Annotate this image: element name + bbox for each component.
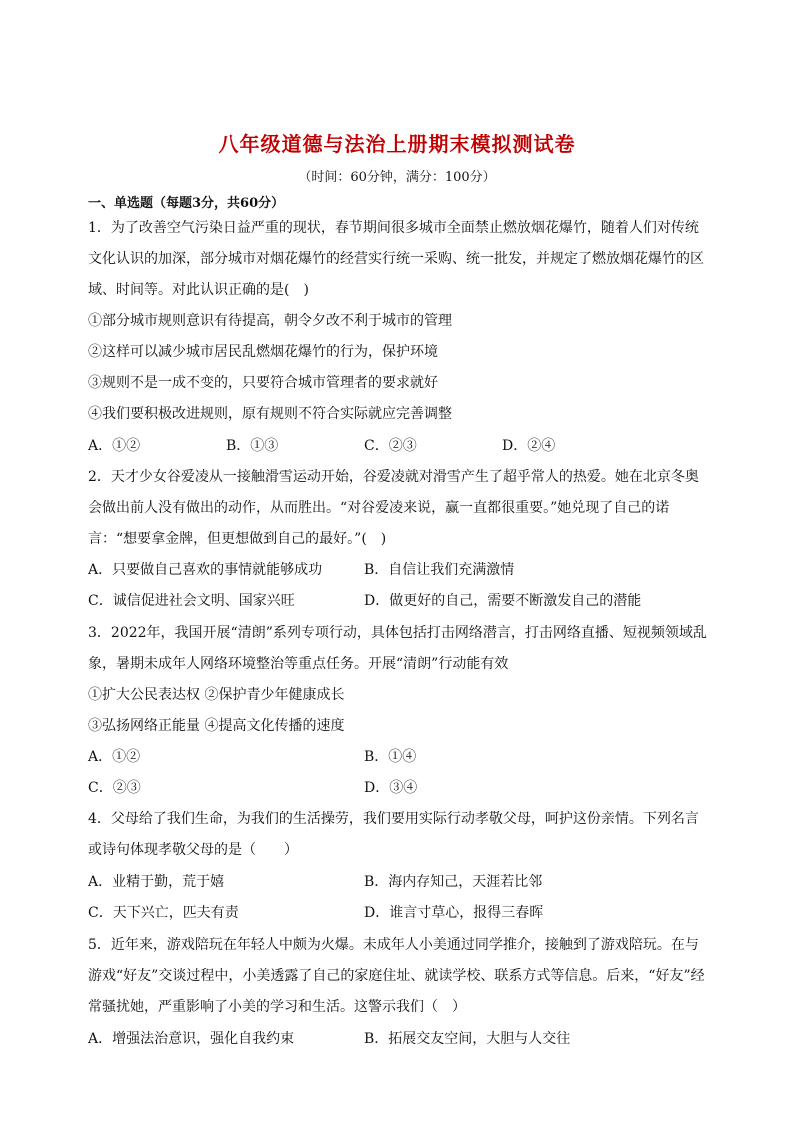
question-1-item: ②这样可以减少城市居民乱燃烟花爆竹的行为，保护环境 [88,344,438,360]
question-3-item: ③弘扬网络正能量 ④提高文化传播的速度 [88,718,345,734]
exam-time-info: （时间：60分钟，满分：100分） [298,170,496,185]
question-1-item: ④我们要积极改进规则，原有规则不符合实际就应完善调整 [88,406,452,422]
question-4-stem: 4．父母给了我们生命，为我们的生活操劳，我们要用实际行动孝敬父母，呵护这份亲情。下列名言或诗句体现孝敬父母的是（ ） [88,811,699,858]
option-b: B．自信让我们充满激情 [364,562,515,578]
option-d: D．谁言寸草心，报得三春晖 [364,905,544,921]
question-3-item: ①扩大公民表达权 ②保护青少年健康成长 [88,687,345,703]
option-b: B．拓展交友空间，大胆与人交往 [364,1031,571,1047]
question-4-options-row-1 [88,872,648,892]
option-b: B．海内存知己，天涯若比邻 [364,874,543,890]
question-2-stem: 2．天才少女谷爱凌从一接触滑雪运动开始，谷爱凌就对滑雪产生了超乎常人的热爱。她在北京冬奥会做出前人没有做出的动作，从而胜出。“对谷爱凌来说，赢一直都很重要。”她兑现了自己的诺言：“想要拿金牌，但更想做到自己的最好。”( ) [88,469,699,547]
option-a: A．业精于勤，荒于嬉 [88,874,225,890]
question-1-item: ①部分城市规则意识有待提高，朝令夕改不利于城市的管理 [88,313,452,329]
option-d: D．做更好的自己，需要不断激发自己的潜能 [364,593,642,609]
question-1-item: ③规则不是一成不变的，只要符合城市管理者的要求就好 [88,375,438,391]
option-c: C．诚信促进社会文明、国家兴旺 [88,593,295,609]
question-3-stem: 3．2022年，我国开展“清朗”系列专项行动，具体包括打击网络潜言，打击网络直播、短视频领域乱象，暑期未成年人网络环境整治等重点任务。开展“清朗”行动能有效 [88,625,707,672]
option-a: A．①② [88,749,141,765]
option-d: D．③④ [364,780,418,796]
page-title: 八年级道德与法治上册期末模拟测试卷 [218,132,576,156]
question-2-options-row-1 [88,560,648,580]
question-5-stem: 5．近年来，游戏陪玩在年轻人中颇为火爆。未成年人小美通过同学推介，接触到了游戏陪玩。在与游戏“好友”交谈过程中，小美透露了自己的家庭住址、就读学校、联系方式等信息。后来，“好友”经常骚扰她，严重影响了小美的学习和生活。这警示我们（ ） [88,937,705,1015]
option-a: A．增强法治意识，强化自我约束 [88,1031,295,1047]
option-c: C．②③ [364,438,417,454]
question-3-options-row-1 [88,747,648,767]
option-d: D．②④ [502,438,556,454]
option-a: A．只要做自己喜欢的事情就能够成功 [88,562,323,578]
question-1-stem: 1．为了改善空气污染日益严重的现状，春节期间很多城市全面禁止燃放烟花爆竹，随着人们对传统文化认识的加深，部分城市对烟花爆竹的经营实行统一采购、统一批发，并规定了燃放烟花爆竹的区域、时间等。对此认识正确的是( ) [88,220,704,298]
section-heading: 一、单选题（每题3分，共60分） [88,196,285,211]
option-a: A．①② [88,438,141,454]
question-5-options-row-1 [88,1029,648,1049]
option-b: B．①③ [226,438,279,454]
option-c: C．②③ [88,780,141,796]
question-4-options-row-2 [88,903,648,923]
option-c: C．天下兴亡，匹夫有责 [88,905,239,921]
question-3-options-row-2 [88,778,648,798]
option-b: B．①④ [364,749,417,765]
question-2-options-row-2 [88,591,648,611]
question-1-options [88,436,648,456]
